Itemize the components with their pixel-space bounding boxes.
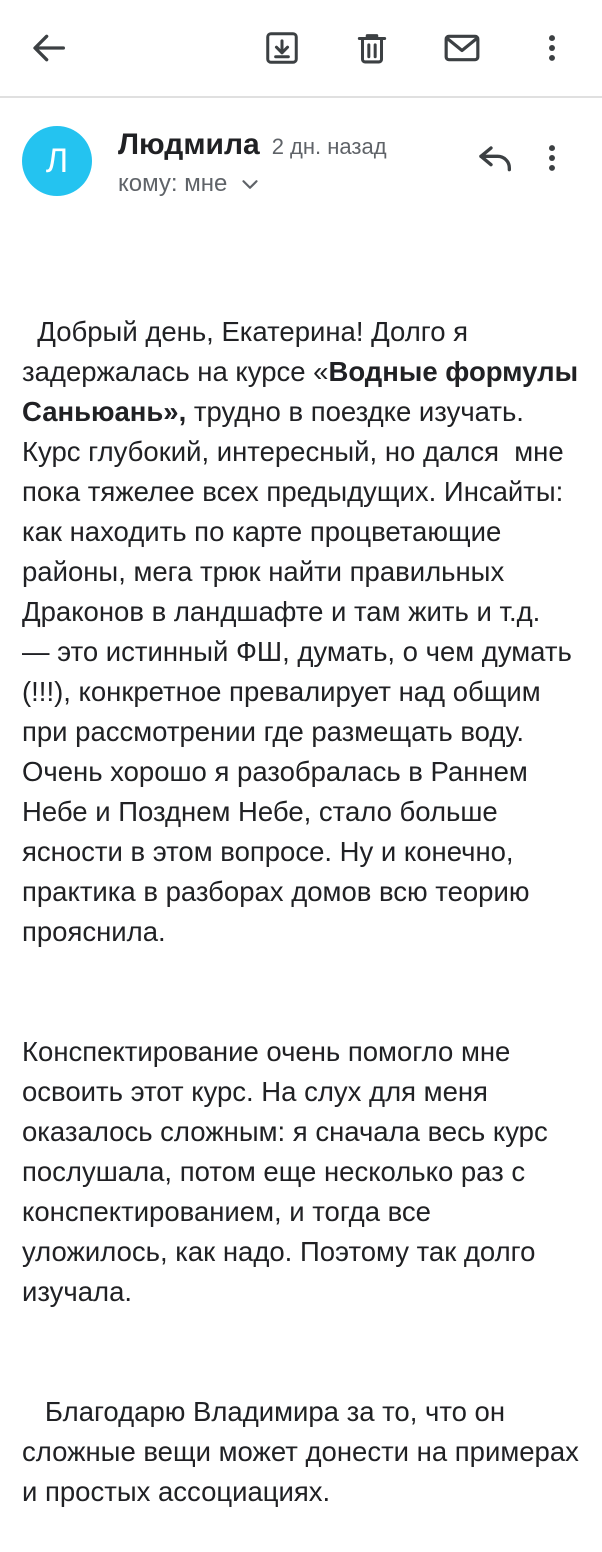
top-toolbar — [0, 0, 602, 96]
body-p1-after: трудно в поездке изучать. Курс глубокий, интересный, но дался мне пока тяжелее всех предыдущих. Инсайты: как находить по карте процветающие районы, мега трюк найти правильных Драконов в ландшафте и там жить и т.д. — это истинный ФШ, думать, о чем думать (!!!), конкретное превалирует над общим при рассмотрении где размещать воду. Очень хорошо я разобралась в Раннем Небе и Позднем Небе, стало больше ясности в этом вопросе. Ну и конечно, практика в разборах домов всю теорию прояснила. — [22, 396, 580, 947]
message-header — [0, 98, 602, 198]
archive-download-icon — [263, 29, 301, 67]
more-vertical-icon — [535, 141, 569, 175]
message-actions — [468, 126, 580, 186]
recipient-row[interactable] — [118, 170, 468, 198]
back-button[interactable] — [22, 20, 78, 76]
chevron-down-icon[interactable] — [237, 171, 263, 197]
sender-block — [92, 126, 468, 198]
body-paragraph-2: Конспектирование очень помогло мне освоить этот курс. На слух для меня оказалось сложным: я сначала весь курс послушала, потом еще несколько раз с конспектированием, и тогда все уложилось, как надо. Поэтому так долго изучала. — [22, 1036, 556, 1307]
mark-unread-button[interactable] — [434, 20, 490, 76]
sender-name[interactable]: Людмила — [118, 128, 260, 161]
arrow-left-icon — [30, 28, 70, 68]
sender-line — [118, 128, 468, 162]
archive-button[interactable] — [254, 20, 310, 76]
reply-arrow-icon — [476, 138, 516, 178]
reply-button[interactable] — [468, 130, 524, 186]
avatar: Л — [22, 126, 92, 196]
more-vertical-icon — [535, 31, 569, 65]
body-paragraph-1 — [22, 312, 586, 952]
body-p1-bold: Водные формулы Саньюань», — [22, 356, 586, 427]
message-overflow-button[interactable] — [524, 130, 580, 186]
body-paragraph-3: Благодарю Владимира за то, что он сложные вещи может донести на примерах и простых ассоциациях. — [22, 1396, 587, 1507]
envelope-icon — [442, 28, 482, 68]
delete-button[interactable] — [344, 20, 400, 76]
body-p1-before: Добрый день, Екатерина! Долго я задержалась на курсе « — [22, 316, 476, 387]
message-date: 2 дн. назад — [271, 134, 387, 159]
message-body — [0, 198, 602, 1552]
trash-icon — [353, 29, 391, 67]
recipient-label: кому: мне — [118, 170, 228, 197]
toolbar-overflow-button[interactable] — [524, 20, 580, 76]
